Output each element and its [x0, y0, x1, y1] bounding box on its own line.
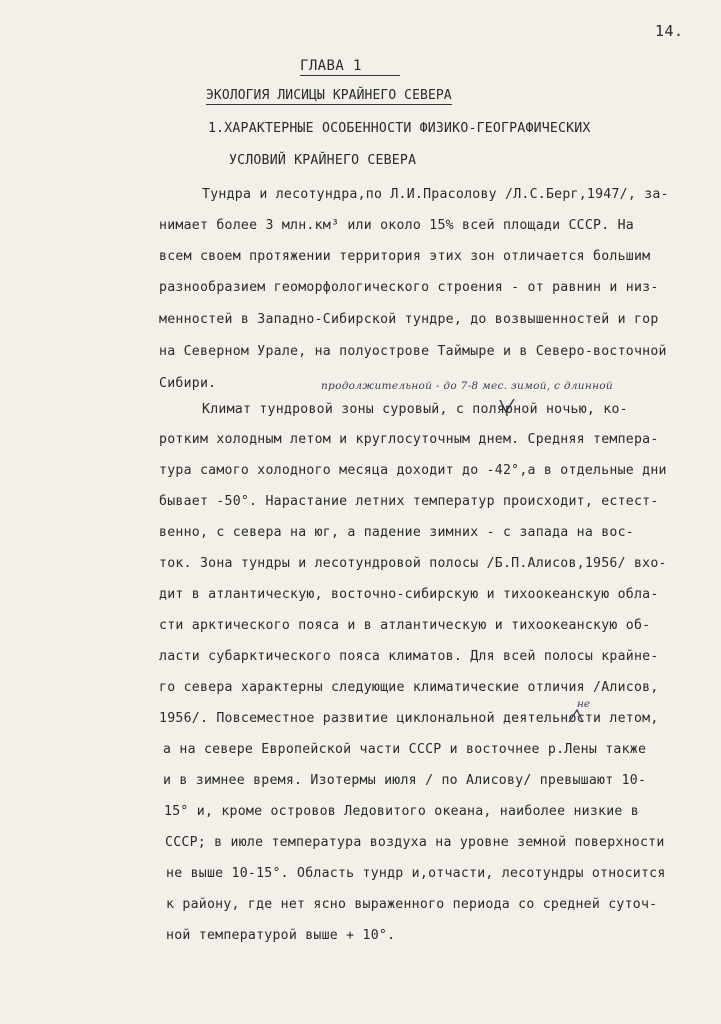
body-line: разнообразием геоморфологического строения - от равнин и низ-	[159, 280, 659, 295]
body-line: сти арктического пояса и в атлантическую и тихоокеанскую об-	[159, 618, 651, 633]
body-line: СССР; в июле температура воздуха на уровне земной поверхности	[165, 835, 665, 850]
body-line: го севера характерны следующие климатические отличия /Алисов,	[159, 680, 659, 695]
body-line: не выше 10-15°. Область тундр и,отчасти, лесотундры относится	[166, 866, 666, 881]
handwritten-ne: не	[577, 698, 591, 710]
body-line: Климат тундровой зоны суровый, с полярной ночью, ко-	[202, 402, 628, 417]
body-line: менностей в Западно-Сибирской тундре, до возвышенностей и гор	[159, 312, 659, 327]
body-line: тура самого холодного месяца доходит до -42°,а в отдельные дни	[159, 463, 667, 478]
body-line: нимает более 3 млн.км³ или около 15% всей площади СССР. На	[159, 218, 634, 233]
body-line: ротким холодным летом и круглосуточным днем. Средняя темпера-	[159, 432, 659, 447]
section-title-line-2: УСЛОВИЙ КРАЙНЕГО СЕВЕРА	[229, 153, 417, 168]
body-line: ной температурой выше + 10°.	[166, 928, 396, 943]
body-line: на Северном Урале, на полуострове Таймыре и в Северо-восточной	[159, 344, 667, 359]
handwritten-insertion: продолжительной - до 7-8 мес. зимой, с длинной	[321, 380, 613, 392]
body-line: к району, где нет ясно выраженного периода со средней суточ-	[166, 897, 658, 912]
body-line: бывает -50°. Нарастание летних температур происходит, естест-	[159, 494, 659, 509]
chapter-title: ГЛАВА 1	[300, 58, 400, 76]
body-line: дит в атлантическую, восточно-сибирскую и тихоокеанскую обла-	[159, 587, 659, 602]
body-line: всем своем протяжении территория этих зон отличается большим	[159, 249, 651, 264]
page-number: 14.	[655, 22, 684, 40]
body-line: Тундра и лесотундра,по Л.И.Прасолову /Л.С.Берг,1947/, за-	[202, 187, 669, 202]
body-line: 15° и, кроме островов Ледовитого океана, наиболее низкие в	[164, 804, 639, 819]
body-line: а на севере Европейской части СССР и восточнее р.Лены также	[163, 742, 647, 757]
body-line: ток. Зона тундры и лесотундровой полосы /Б.П.Алисов,1956/ вхо-	[159, 556, 667, 571]
body-line: венно, с севера на юг, а падение зимних - с запада на вос-	[159, 525, 634, 540]
insertion-caret-icon	[568, 708, 584, 724]
body-line: и в зимнее время. Изотермы июля / по Алисову/ превышают 10-	[163, 773, 647, 788]
section-title-line-1: 1.ХАРАКТЕРНЫЕ ОСОБЕННОСТИ ФИЗИКО-ГЕОГРАФИЧЕСКИХ	[208, 121, 591, 136]
body-line: Сибири.	[159, 376, 217, 391]
body-line: ласти субарктического пояса климатов. Для всей полосы крайне-	[159, 649, 659, 664]
body-line: 1956/. Повсеместное развитие циклональной деятельности летом,	[159, 711, 659, 726]
chapter-subtitle: ЭКОЛОГИЯ ЛИСИЦЫ КРАЙНЕГО СЕВЕРА	[206, 88, 452, 103]
